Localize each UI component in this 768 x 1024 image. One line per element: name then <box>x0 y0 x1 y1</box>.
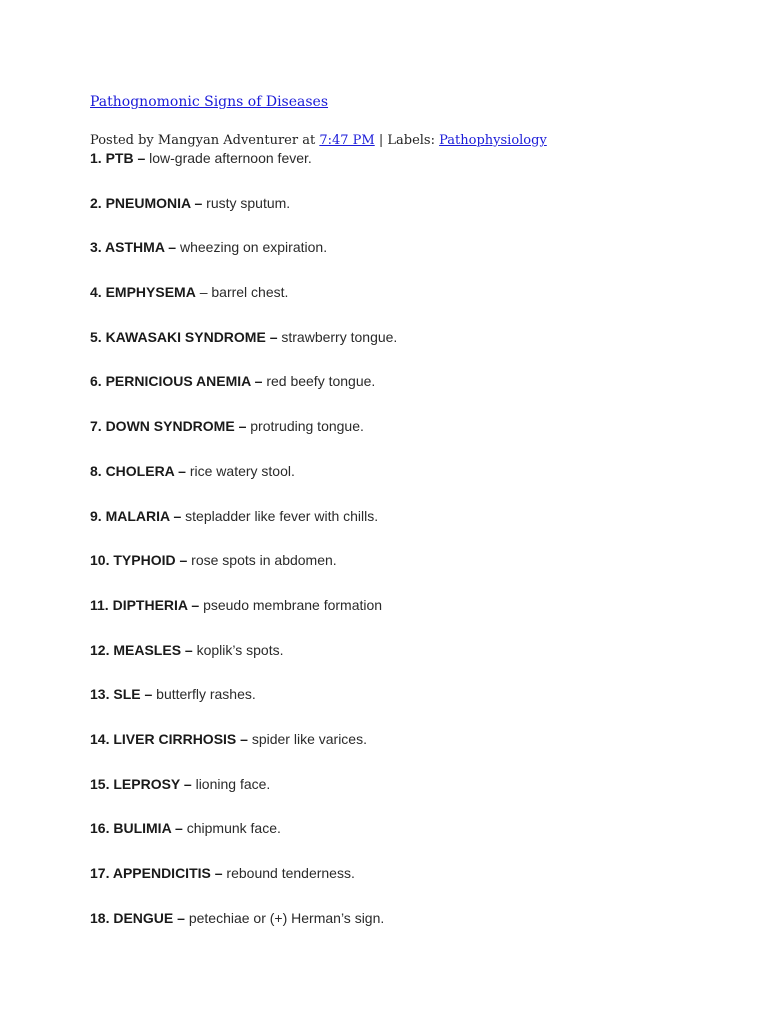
disease-sign: rusty sputum. <box>202 194 291 211</box>
disease-sign: butterfly rashes. <box>152 686 256 703</box>
disease-term: 8. CHOLERA – <box>90 462 186 479</box>
disease-sign: pseudo membrane formation <box>199 596 383 613</box>
disease-term: 6. PERNICIOUS ANEMIA – <box>90 373 263 390</box>
signs-list <box>90 150 397 954</box>
list-item <box>90 195 397 240</box>
disease-sign: protruding tongue. <box>246 418 364 435</box>
list-item <box>90 642 397 687</box>
list-item <box>90 284 397 329</box>
list-item <box>90 820 397 865</box>
disease-sign: rose spots in abdomen. <box>187 552 337 569</box>
disease-sign: koplik’s spots. <box>192 641 284 658</box>
disease-sign: wheezing on expiration. <box>176 239 328 256</box>
post-meta <box>90 133 547 148</box>
list-item <box>90 597 397 642</box>
list-item <box>90 239 397 284</box>
list-item <box>90 865 397 910</box>
disease-term: 17. APPENDICITIS – <box>90 865 223 881</box>
list-item <box>90 776 397 821</box>
list-item <box>90 418 397 463</box>
disease-sign: stepladder like fever with chills. <box>181 507 379 524</box>
list-item <box>90 731 397 776</box>
disease-term: 5. KAWASAKI SYNDROME – <box>90 328 278 345</box>
disease-term: 12. MEASLES – <box>90 641 193 658</box>
list-item <box>90 552 397 597</box>
disease-term: 14. LIVER CIRRHOSIS – <box>90 730 248 747</box>
disease-term: 9. MALARIA – <box>90 507 182 524</box>
disease-term: 7. DOWN SYNDROME – <box>90 418 247 435</box>
disease-term: 13. SLE – <box>90 686 153 703</box>
list-item <box>90 508 397 553</box>
list-item <box>90 329 397 374</box>
labels-text: | Labels: <box>374 133 440 148</box>
list-item <box>90 150 397 195</box>
disease-term: 10. TYPHOID – <box>90 552 188 569</box>
list-item <box>90 373 397 418</box>
disease-term: 4. EMPHYSEMA <box>90 284 196 301</box>
disease-sign: rice watery stool. <box>185 462 295 479</box>
disease-sign: chipmunk face. <box>182 820 281 837</box>
disease-sign: strawberry tongue. <box>277 328 398 345</box>
list-item <box>90 686 397 731</box>
disease-term: 16. BULIMIA – <box>90 820 183 837</box>
disease-sign: spider like varices. <box>247 730 367 747</box>
disease-sign: low-grade afternoon fever. <box>145 150 312 166</box>
disease-sign: petechiae or (+) Herman’s sign. <box>184 909 385 926</box>
label-link-pathophysiology[interactable]: Pathophysiology <box>439 133 547 148</box>
disease-sign: – barrel chest. <box>195 284 289 301</box>
disease-sign: rebound tenderness. <box>222 865 355 881</box>
disease-term: 3. ASTHMA – <box>90 239 177 256</box>
disease-term: 15. LEPROSY – <box>90 775 192 792</box>
disease-term: 11. DIPTHERIA – <box>90 596 200 613</box>
list-item <box>90 910 397 955</box>
post-time-link[interactable]: 7:47 PM <box>319 133 375 148</box>
post-title-link[interactable]: Pathognomonic Signs of Diseases <box>90 94 329 110</box>
disease-term: 18. DENGUE – <box>90 909 185 926</box>
disease-term: 1. PTB – <box>90 150 146 166</box>
disease-sign: red beefy tongue. <box>262 373 376 390</box>
disease-sign: lioning face. <box>191 775 271 792</box>
list-item <box>90 463 397 508</box>
posted-by-text: Posted by Mangyan Adventurer at <box>90 133 320 148</box>
disease-term: 2. PNEUMONIA – <box>90 194 203 211</box>
